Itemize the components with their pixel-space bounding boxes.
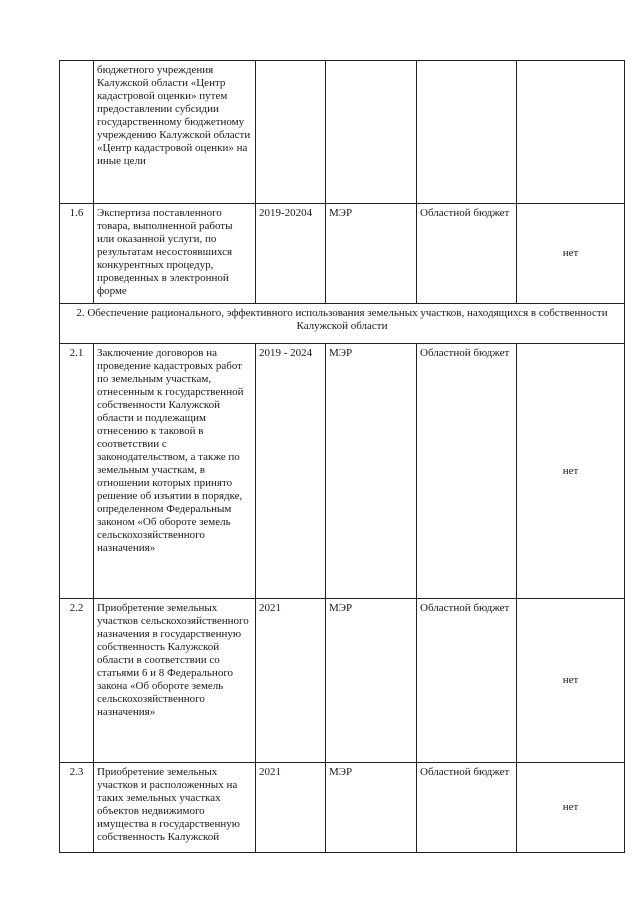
- funding-source: Областной бюджет: [417, 204, 517, 304]
- period: 2019-20204: [256, 204, 326, 304]
- note: нет: [517, 763, 625, 853]
- measure-name: Приобретение земельных участков и расположенных на таких земельных участках объектов недвижимого имущества в государственную собственность Калужской: [94, 763, 256, 853]
- row-number: 2.3: [60, 763, 94, 853]
- executor: МЭР: [326, 344, 417, 599]
- note: нет: [517, 204, 625, 304]
- executor: МЭР: [326, 763, 417, 853]
- section-row: [60, 304, 625, 344]
- measures-table: [59, 60, 625, 853]
- period: 2019 - 2024: [256, 344, 326, 599]
- executor: МЭР: [326, 204, 417, 304]
- row-number: 1.6: [60, 204, 94, 304]
- executor: МЭР: [326, 599, 417, 763]
- executor: [326, 61, 417, 204]
- funding-source: Областной бюджет: [417, 344, 517, 599]
- section-heading: 2. Обеспечение рационального, эффективного использования земельных участков, находящихся в собственности Калужской области: [60, 304, 625, 344]
- note: нет: [517, 344, 625, 599]
- row-number: [60, 61, 94, 204]
- measure-name: Приобретение земельных участков сельскохозяйственного назначения в государственную собственность Калужской области в соответствии со статьями 6 и 8 Федерального закона «Об обороте земель сельскохозяйственного назначения»: [94, 599, 256, 763]
- period: [256, 61, 326, 204]
- funding-source: Областной бюджет: [417, 763, 517, 853]
- note: [517, 61, 625, 204]
- table-row: [60, 599, 625, 763]
- measure-name: бюджетного учреждения Калужской области «Центр кадастровой оценки» путем предоставлении субсидии государственному бюджетному учреждению Калужской области «Центр кадастровой оценки» на иные цели: [94, 61, 256, 204]
- table-row: [60, 61, 625, 204]
- table-row: [60, 763, 625, 853]
- period: 2021: [256, 599, 326, 763]
- funding-source: [417, 61, 517, 204]
- table-row: [60, 204, 625, 304]
- row-number: 2.2: [60, 599, 94, 763]
- measure-name: Экспертиза поставленного товара, выполненной работы или оказанной услуги, по результатам несостоявшихся конкурентных процедур, проведенных в электронной форме: [94, 204, 256, 304]
- funding-source: Областной бюджет: [417, 599, 517, 763]
- period: 2021: [256, 763, 326, 853]
- measure-name: Заключение договоров на проведение кадастровых работ по земельным участкам, отнесенным к государственной собственности Калужской области и подлежащим отнесению к таковой в соответствии с законодательством, а также по земельным участкам, в отношении которых принято решение об изъятии в порядке, определенном Федеральным законом «Об обороте земель сельскохозяйственного назначения»: [94, 344, 256, 599]
- row-number: 2.1: [60, 344, 94, 599]
- note: нет: [517, 599, 625, 763]
- table-row: [60, 344, 625, 599]
